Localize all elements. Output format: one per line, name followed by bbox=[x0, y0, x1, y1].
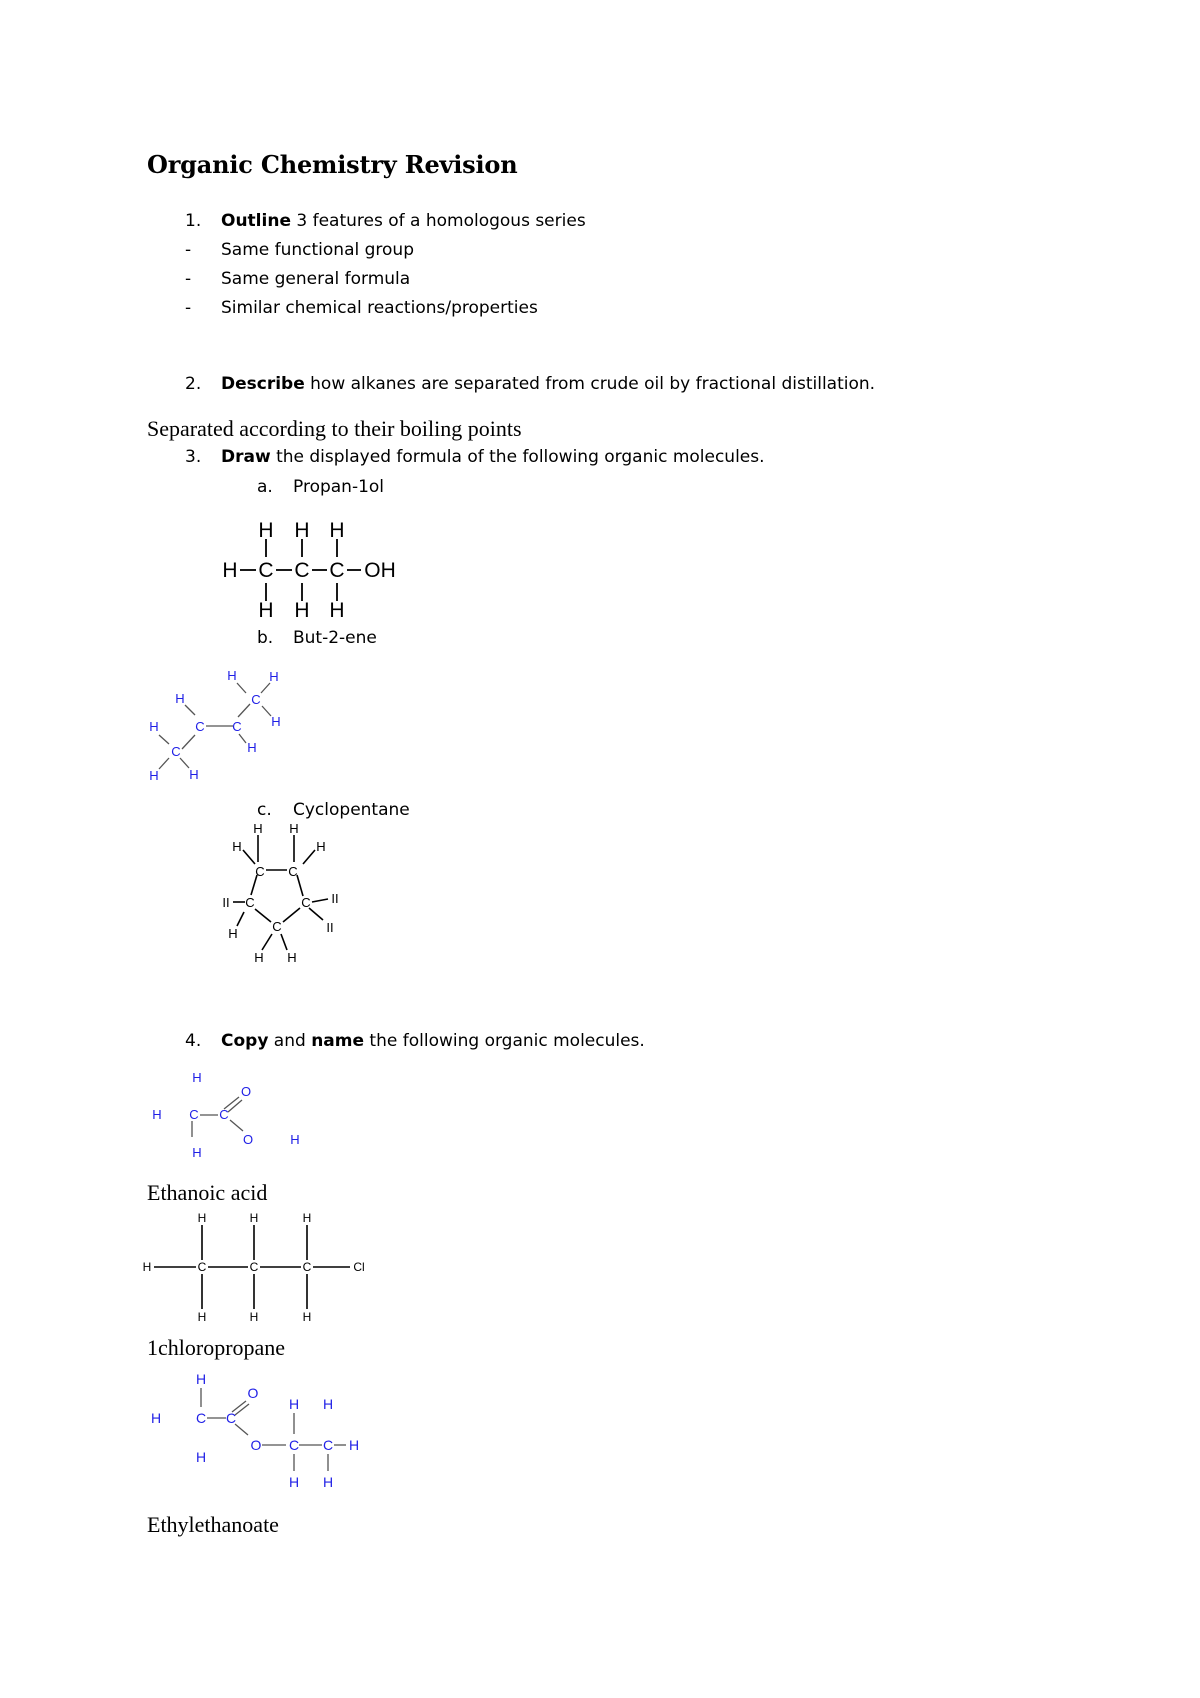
butene-structure bbox=[140, 665, 320, 795]
sub-letter: a. bbox=[257, 477, 273, 497]
question-number: 1. bbox=[185, 211, 202, 231]
question-number: 2. bbox=[185, 374, 202, 394]
question-number: 4. bbox=[185, 1031, 202, 1051]
chlorine-atom: Cl bbox=[353, 1260, 365, 1274]
carbon-atom: C bbox=[322, 1437, 334, 1453]
hydrogen-atom: H bbox=[222, 559, 238, 582]
hydrogen-atom: H bbox=[192, 1145, 202, 1160]
hydroxyl-group: OH bbox=[364, 559, 396, 582]
hydrogen-atom: H bbox=[290, 1132, 300, 1147]
hydrogen-atom: H bbox=[152, 1107, 162, 1122]
carbon-atom: C bbox=[219, 1107, 229, 1122]
hydrogen-atom: H bbox=[189, 767, 199, 782]
hydrogen-atom: H bbox=[253, 821, 263, 836]
molecule-answer: Ethanoic acid bbox=[147, 1180, 268, 1205]
hydrogen-atom: H bbox=[329, 519, 345, 542]
hydrogen-atom: H bbox=[249, 1310, 259, 1324]
sub-letter: b. bbox=[257, 628, 274, 648]
carbon-atom: C bbox=[197, 1260, 207, 1274]
hydrogen-atom: H bbox=[175, 691, 185, 706]
answer-text: Similar chemical reactions/properties bbox=[221, 298, 538, 318]
carbon-atom: C bbox=[195, 1410, 207, 1426]
hydrogen-atom: H bbox=[348, 1437, 360, 1453]
command-word: Outline bbox=[221, 211, 291, 231]
hydrogen-atom: H bbox=[322, 1396, 334, 1412]
hydrogen-atom: H bbox=[294, 599, 310, 622]
carbon-atom: C bbox=[258, 559, 274, 582]
hydrogen-atom: H bbox=[197, 1211, 207, 1225]
answer-item bbox=[185, 240, 414, 260]
hydrogen-atom: H bbox=[287, 950, 297, 965]
question-text: the displayed formula of the following organic molecules. bbox=[270, 447, 765, 467]
hydrogen-atom: H bbox=[316, 839, 326, 854]
question-text: how alkanes are separated from crude oil by fractional distillation. bbox=[304, 374, 876, 394]
molecule-name: Propan-1ol bbox=[293, 477, 385, 497]
hydrogen-atom: H bbox=[227, 668, 237, 683]
question-2 bbox=[185, 374, 875, 394]
answer-item bbox=[185, 269, 410, 289]
oxygen-atom: O bbox=[247, 1385, 259, 1401]
carbon-atom: C bbox=[249, 1260, 259, 1274]
oxygen-atom: O bbox=[242, 1132, 254, 1147]
oxygen-atom: O bbox=[250, 1437, 262, 1453]
carbon-atom: C bbox=[329, 559, 345, 582]
hydrogen-atom: H bbox=[232, 839, 242, 854]
carbon-atom: C bbox=[195, 719, 205, 734]
hydrogen-atom: H bbox=[149, 719, 159, 734]
hydrogen-atom: H bbox=[192, 1070, 202, 1085]
carbon-atom: C bbox=[189, 1107, 199, 1122]
sub-letter: c. bbox=[257, 800, 272, 820]
hydrogen-atom: H bbox=[288, 1396, 300, 1412]
hydrogen-atom: II bbox=[331, 891, 339, 906]
bullet-dash: - bbox=[185, 240, 192, 260]
carbon-atom: C bbox=[255, 864, 265, 879]
question-text: 3 features of a homologous series bbox=[290, 211, 586, 231]
carbon-atom: C bbox=[288, 864, 298, 879]
carbon-atom: C bbox=[171, 744, 181, 759]
propanol-structure bbox=[220, 515, 420, 625]
hydrogen-atom: H bbox=[329, 599, 345, 622]
answer-text: Separated according to their boiling points bbox=[147, 416, 522, 441]
question-3 bbox=[185, 447, 765, 467]
carbon-atom: C bbox=[288, 1437, 300, 1453]
hydrogen-atom: H bbox=[269, 669, 279, 684]
command-word: name bbox=[311, 1031, 365, 1051]
molecule-name: Cyclopentane bbox=[293, 800, 410, 820]
molecule-answer: 1chloropropane bbox=[147, 1335, 286, 1360]
hydrogen-atom: H bbox=[302, 1211, 312, 1225]
hydrogen-atom: H bbox=[258, 519, 274, 542]
carbon-atom: C bbox=[245, 895, 255, 910]
bullet-dash: - bbox=[185, 269, 192, 289]
hydrogen-atom: H bbox=[142, 1260, 152, 1274]
molecule-answer: Ethylethanoate bbox=[147, 1512, 279, 1537]
carbon-atom: C bbox=[251, 692, 261, 707]
oxygen-atom: O bbox=[240, 1084, 252, 1099]
answer-text: Same general formula bbox=[221, 269, 411, 289]
carbon-atom: C bbox=[302, 1260, 312, 1274]
molecule-name: But-2-ene bbox=[293, 628, 377, 648]
sub-question-c bbox=[257, 800, 410, 820]
answer-text: Same functional group bbox=[221, 240, 414, 260]
ethanoic-acid-structure bbox=[140, 1065, 320, 1175]
hydrogen-atom: H bbox=[149, 768, 159, 783]
carbon-atom: C bbox=[232, 719, 242, 734]
sub-question-a bbox=[257, 477, 384, 497]
chloropropane-structure bbox=[140, 1210, 380, 1324]
hydrogen-atom: H bbox=[289, 821, 299, 836]
hydrogen-atom: H bbox=[228, 926, 238, 941]
hydrogen-atom: H bbox=[302, 1310, 312, 1324]
bullet-dash: - bbox=[185, 298, 192, 318]
sub-question-b bbox=[257, 628, 377, 648]
hydrogen-atom: H bbox=[288, 1474, 300, 1490]
question-1 bbox=[185, 211, 586, 231]
hydrogen-atom: H bbox=[294, 519, 310, 542]
question-text: and bbox=[268, 1031, 312, 1051]
question-text: the following organic molecules. bbox=[364, 1031, 645, 1051]
page-title: Organic Chemistry Revision bbox=[147, 150, 518, 179]
command-word: Draw bbox=[221, 447, 271, 467]
hydrogen-atom: H bbox=[271, 714, 281, 729]
carbon-atom: C bbox=[272, 919, 282, 934]
carbon-atom: C bbox=[294, 559, 310, 582]
hydrogen-atom: H bbox=[195, 1371, 207, 1387]
hydrogen-atom: H bbox=[247, 740, 257, 755]
question-4 bbox=[185, 1031, 645, 1051]
hydrogen-atom: H bbox=[197, 1310, 207, 1324]
hydrogen-atom: II bbox=[326, 920, 334, 935]
command-word: Describe bbox=[221, 374, 305, 394]
hydrogen-atom: H bbox=[254, 950, 264, 965]
carbon-atom: C bbox=[301, 895, 311, 910]
hydrogen-atom: H bbox=[150, 1410, 162, 1426]
ethyl-ethanoate-structure bbox=[140, 1368, 430, 1498]
hydrogen-atom: H bbox=[195, 1449, 207, 1465]
hydrogen-atom: II bbox=[222, 895, 230, 910]
command-word: Copy bbox=[221, 1031, 269, 1051]
carbon-atom: C bbox=[225, 1410, 237, 1426]
question-number: 3. bbox=[185, 447, 202, 467]
hydrogen-atom: H bbox=[249, 1211, 259, 1225]
hydrogen-atom: H bbox=[258, 599, 274, 622]
cyclopentane-structure bbox=[215, 822, 395, 972]
hydrogen-atom: H bbox=[322, 1474, 334, 1490]
answer-item bbox=[185, 298, 538, 318]
